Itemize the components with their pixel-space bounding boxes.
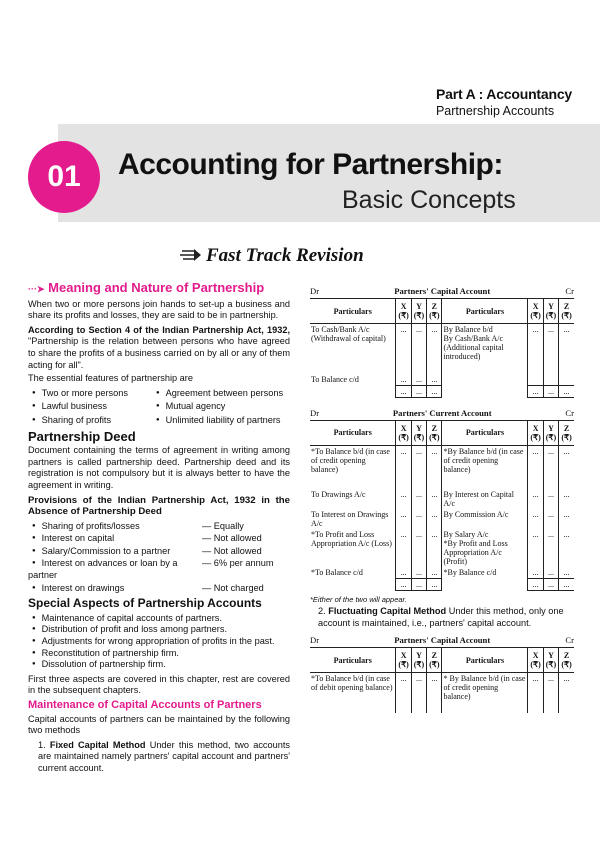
right-column xyxy=(310,286,574,713)
account-title: Partners' Current Account xyxy=(392,407,492,418)
section4-bold: According to Section 4 of the Indian Partnership Act, 1932, xyxy=(28,324,290,335)
col-header: Y (₹) xyxy=(411,648,426,673)
meaning-paragraph: When two or more persons join hands to set-up a business and share its profits and losses, they are said to be in partnership. xyxy=(28,298,290,321)
section4-text: "Partnership is the relation between persons who have agreed to share the profits of a business carried on by all or any of them acting for all". xyxy=(28,336,290,370)
table-row: *To Balance b/d (in case of debit opening balance) ... ... ... * By Balance b/d (in case of credit opening balance) ... ... ... xyxy=(310,673,574,713)
list-item: ● Two or more persons xyxy=(28,388,152,400)
provision-value: — Not allowed xyxy=(202,533,262,544)
col-header: Y (₹) xyxy=(543,420,558,445)
col-header: Particulars xyxy=(442,648,528,673)
meaning-heading xyxy=(28,282,290,296)
list-item: ● Sharing of profits xyxy=(28,415,152,427)
table-row: *To Profit and Loss Appropriation A/c (Loss) ... ... ... By Salary A/c *By Profit and Loss Appropriation A/c (Profit) ... ... ... xyxy=(310,529,574,567)
section4-paragraph xyxy=(28,325,290,371)
provisions-list xyxy=(28,521,290,595)
features-list xyxy=(28,388,290,427)
dr-label: Dr xyxy=(310,635,320,646)
provision-item: ● Interest on capital xyxy=(28,533,202,545)
table-row: To Drawings A/c ... ... ... By Interest on Capital A/c ... ... ... xyxy=(310,489,574,509)
list-item: ● Unlimited liability of partners xyxy=(152,415,290,427)
col-header: Y (₹) xyxy=(543,648,558,673)
list-item xyxy=(28,533,290,545)
table-row: *To Balance b/d (in case of credit opening balance) ... ... ... *By Balance b/d (in case of credit opening balance) ... ... ... xyxy=(310,445,574,489)
table-row: *To Balance c/d ... ... ... *By Balance c/d ... ... ... xyxy=(310,567,574,579)
deed-heading: Partnership Deed xyxy=(28,428,136,444)
item-number: 1. xyxy=(38,739,46,750)
current-account-table xyxy=(310,420,574,592)
col-header: Z (₹) xyxy=(427,420,442,445)
capital-account-table xyxy=(310,298,574,398)
capital-account-header xyxy=(310,286,574,296)
meaning-heading-text: Meaning and Nature of Partnership xyxy=(48,280,265,295)
cr-label: Cr xyxy=(565,286,574,296)
table-row: ... ... ... ... ... ... xyxy=(310,385,574,397)
list-item: ● Mutual agency xyxy=(152,401,290,413)
account-title: Partners' Capital Account xyxy=(394,635,491,646)
list-item xyxy=(28,521,290,533)
fluctuating-capital-item: 2. Fluctuating Capital Method Under this method, only one account is maintained, i.e., partners' capital account. xyxy=(318,606,564,628)
col-header: Z (₹) xyxy=(427,299,442,324)
list-item xyxy=(28,546,290,558)
list-item: ● Lawful business xyxy=(28,401,152,413)
col-header: X (₹) xyxy=(528,420,543,445)
list-item xyxy=(28,558,290,581)
capital-account-2-table xyxy=(310,647,574,713)
col-header: Particulars xyxy=(442,299,528,324)
current-account-header xyxy=(310,408,574,418)
col-header: X (₹) xyxy=(528,648,543,673)
col-header: X (₹) xyxy=(528,299,543,324)
provision-value: — 6% per annum xyxy=(202,558,274,569)
col-header: Particulars xyxy=(310,420,396,445)
arrow-icon: ···➤ xyxy=(28,284,45,294)
account-title: Partners' Capital Account xyxy=(394,286,491,296)
list-item: ● Reconstitution of partnership firm. xyxy=(28,648,290,660)
fixed-capital-text: Under this method, two accounts are maintained namely partners' capital account and partners' current account. xyxy=(38,739,290,773)
list-item: ● Agreement between persons xyxy=(152,388,290,400)
provision-item: ● Interest on drawings xyxy=(28,583,202,595)
subject-title: Partnership Accounts xyxy=(435,104,555,118)
col-header: Y (₹) xyxy=(543,299,558,324)
fixed-capital-bold: Fixed Capital Method xyxy=(49,739,146,750)
col-header: Y (₹) xyxy=(411,299,426,324)
list-item: ● Adjustments for wrong appropriation of profits in the past. xyxy=(28,636,290,648)
col-header: Z (₹) xyxy=(559,420,574,445)
col-header: Z (₹) xyxy=(427,648,442,673)
special-list xyxy=(28,613,290,671)
provision-value: — Equally xyxy=(202,520,244,531)
list-item: ● Maintenance of capital accounts of partners. xyxy=(28,613,290,625)
table-row: ... ... ... ... ... ... xyxy=(310,579,574,591)
provision-item: ● Salary/Commission to a partner xyxy=(28,546,202,558)
maintenance-paragraph: Capital accounts of partners can be maintained by the following two methods xyxy=(28,713,290,736)
col-header: X (₹) xyxy=(396,299,411,324)
list-item: ● Dissolution of partnership firm. xyxy=(28,659,290,671)
list-item xyxy=(28,583,290,595)
provision-item: ● Sharing of profits/losses xyxy=(28,521,202,533)
chapter-number-badge: 01 xyxy=(28,141,100,213)
either-note: *Either of the two will appear. xyxy=(310,595,407,604)
col-header: Z (₹) xyxy=(559,648,574,673)
features-intro: The essential features of partnership are xyxy=(28,373,193,384)
list-item: ● Distribution of profit and loss among partners. xyxy=(28,624,290,636)
col-header: Particulars xyxy=(310,648,396,673)
col-header: X (₹) xyxy=(396,648,411,673)
deed-paragraph: Document containing the terms of agreement in writing among partners is called partnership deed. Partnership deed and its registration is not compulsory but it is always better to have the agreement in writing. xyxy=(28,445,290,490)
part-title: Part A : Accountancy xyxy=(435,86,572,102)
special-heading: Special Aspects of Partnership Accounts xyxy=(28,596,262,611)
fixed-capital-item xyxy=(28,740,290,775)
chapter-title: Accounting for Partnership: xyxy=(118,148,503,181)
dr-label: Dr xyxy=(310,407,320,418)
provisions-heading: Provisions of the Indian Partnership Act, 1932 in the Absence of Partnership Deed xyxy=(28,494,290,518)
col-header: Y (₹) xyxy=(411,420,426,445)
provision-item: ● Interest on advances or loan by a partner xyxy=(28,558,202,581)
table-row: To Interest on Drawings A/c ... ... ... By Commission A/c ... ... ... xyxy=(310,509,574,529)
special-note: First three aspects are covered in this chapter, rest are covered in the subsequent chapters. xyxy=(28,673,290,696)
fast-track-icon xyxy=(180,247,202,263)
col-header: Z (₹) xyxy=(559,299,574,324)
dr-label: Dr xyxy=(310,286,320,296)
maintenance-heading: Maintenance of Capital Accounts of Partners xyxy=(28,699,262,711)
col-header: Particulars xyxy=(442,420,528,445)
provision-value: — Not charged xyxy=(202,582,264,593)
provision-value: — Not allowed xyxy=(202,545,262,556)
section-banner-title: Fast Track Revision xyxy=(206,245,364,266)
chapter-subtitle: Basic Concepts xyxy=(342,186,516,214)
cr-label: Cr xyxy=(565,635,574,646)
header-part-label xyxy=(436,86,572,118)
capital-account-2-header xyxy=(310,635,574,645)
cr-label: Cr xyxy=(565,407,574,418)
table-row: To Balance c/d ... ... ... xyxy=(310,374,574,386)
table-row: To Cash/Bank A/c (Withdrawal of capital) ... ... ... By Balance b/d By Cash/Bank A/c (Additional capital introduced) ... ... ... xyxy=(310,324,574,374)
col-header: Particulars xyxy=(310,299,396,324)
left-column xyxy=(28,280,290,775)
col-header: X (₹) xyxy=(396,420,411,445)
